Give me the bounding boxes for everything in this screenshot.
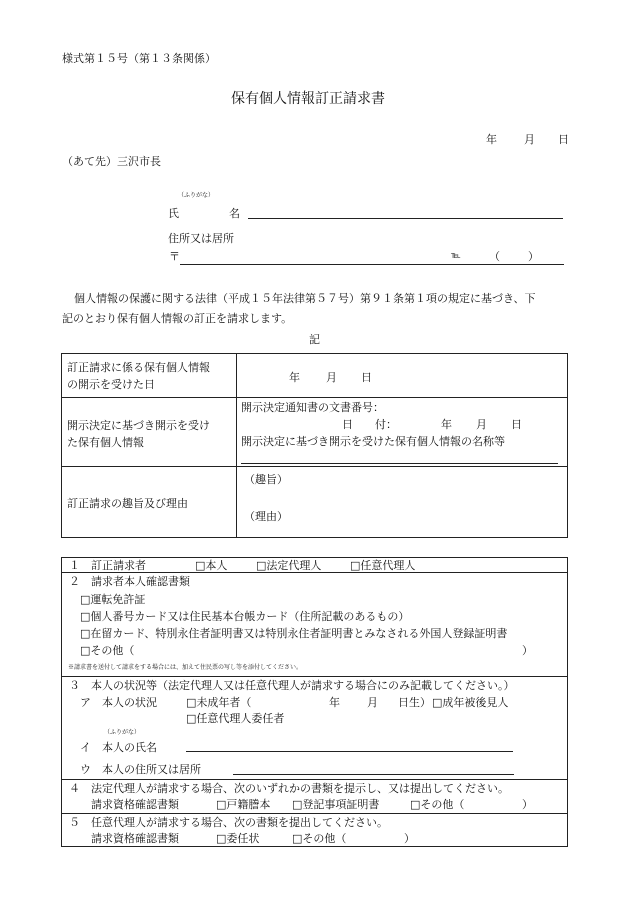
address-field[interactable] bbox=[180, 264, 564, 265]
table1-row-divider-2 bbox=[61, 466, 568, 467]
checkbox-legal-rep-other[interactable]: □その他（ bbox=[410, 798, 465, 811]
table2-divider-3 bbox=[61, 779, 568, 780]
disclosure-day: 日 bbox=[361, 371, 372, 384]
doc-number-label: 開示決定通知書の文書番号： bbox=[241, 401, 384, 414]
principal-status-title: ３ 本人の状況等（法定代理人又は任意代理人が請求する場合にのみ記載してください。） bbox=[69, 679, 515, 692]
form-number: 様式第１５号（第１３条関係） bbox=[62, 52, 216, 65]
voluntary-rep-other-paren-close: ） bbox=[404, 832, 415, 845]
date-year-label: 年 bbox=[486, 133, 497, 146]
postal-mark: 〒 bbox=[169, 250, 180, 263]
checkbox-id-other[interactable]: □その他（ bbox=[80, 644, 135, 657]
minor-birth-month: 月 bbox=[367, 696, 378, 709]
voluntary-rep-docs-title: ５ 任意代理人が請求する場合、次の書類を提出してください。 bbox=[69, 816, 388, 829]
checkbox-minor[interactable]: □未成年者（ bbox=[186, 696, 252, 709]
date-day-label: 日 bbox=[558, 133, 569, 146]
checkbox-voluntary-principal[interactable]: □任意代理人委任者 bbox=[186, 712, 285, 725]
address-label: 住所又は居所 bbox=[168, 232, 234, 245]
checkbox-legal-representative[interactable]: □法定代理人 bbox=[256, 559, 322, 572]
furigana-label: （ふりがな） bbox=[178, 192, 215, 199]
info-name-field[interactable] bbox=[241, 463, 558, 464]
minor-birth-day: 日生） bbox=[398, 696, 431, 709]
voluntary-rep-docs-label: 請求資格確認書類 bbox=[91, 832, 179, 845]
doc-year: 年 bbox=[441, 418, 452, 431]
requester-type-title: １ 訂正請求者 bbox=[69, 559, 146, 572]
intro-line-1: 個人情報の保護に関する法律（平成１５年法律第５７号）第９１条第１項の規定に基づき、下 bbox=[74, 292, 536, 305]
ki-mark: 記 bbox=[309, 333, 320, 346]
intro-line-2: 記のとおり保有個人情報の訂正を請求します。 bbox=[62, 312, 293, 325]
page-title: 保有個人情報訂正請求書 bbox=[231, 91, 385, 107]
mail-note: ※請求書を送付して請求をする場合には、加えて住民票の写し等を添付してください。 bbox=[68, 664, 303, 671]
checkbox-my-number-card[interactable]: □個人番号カード又は住民基本台帳カード（住所記載のあるもの） bbox=[80, 610, 410, 623]
purpose-reason-label: 訂正請求の趣旨及び理由 bbox=[67, 497, 188, 510]
purpose-label: （趣旨） bbox=[244, 473, 288, 486]
table1-row-divider-1 bbox=[61, 397, 568, 398]
table2-divider-2 bbox=[61, 676, 568, 677]
checkbox-registry-certificate[interactable]: □登記事項証明書 bbox=[292, 798, 380, 811]
principal-address-label: ウ 本人の住所又は居所 bbox=[80, 763, 201, 776]
tel-paren-open: （ bbox=[489, 250, 500, 263]
tel-icon: ℡ bbox=[451, 251, 461, 261]
doc-month: 月 bbox=[476, 418, 487, 431]
checkbox-family-register[interactable]: □戸籍謄本 bbox=[216, 798, 271, 811]
checkbox-self[interactable]: □本人 bbox=[195, 559, 228, 572]
legal-rep-docs-title: ４ 法定代理人が請求する場合、次のいずれかの書類を提示し、又は提出してください。 bbox=[69, 782, 509, 795]
checkbox-voluntary-representative[interactable]: □任意代理人 bbox=[350, 559, 416, 572]
addressee: （あて先）三沢市長 bbox=[62, 155, 161, 168]
table2-divider-4 bbox=[61, 813, 568, 814]
checkbox-power-of-attorney[interactable]: □委任状 bbox=[216, 832, 260, 845]
checkbox-drivers-license[interactable]: □運転免許証 bbox=[80, 593, 146, 606]
name-field[interactable] bbox=[248, 218, 563, 219]
principal-status-label: ア 本人の状況 bbox=[80, 696, 157, 709]
checkbox-adult-ward[interactable]: □成年被後見人 bbox=[432, 696, 509, 709]
doc-date-label: 日 付： bbox=[342, 418, 397, 431]
principal-furigana-label: （ふりがな） bbox=[104, 729, 141, 736]
principal-address-field[interactable] bbox=[233, 774, 514, 775]
id-docs-title: ２ 請求者本人確認書類 bbox=[69, 575, 190, 588]
name-label-1: 氏 bbox=[168, 207, 179, 220]
checkbox-voluntary-rep-other[interactable]: □その他（ bbox=[292, 832, 347, 845]
disclosure-date-label-2: の開示を受けた日 bbox=[67, 378, 155, 391]
table1-column-divider bbox=[236, 353, 237, 538]
disclosure-month: 月 bbox=[326, 371, 337, 384]
reason-label: （理由） bbox=[244, 510, 288, 523]
info-name-label: 開示決定に基づき開示を受けた保有個人情報の名称等 bbox=[241, 435, 505, 448]
date-month-label: 月 bbox=[524, 133, 535, 146]
disclosed-info-label-1: 開示決定に基づき開示を受け bbox=[67, 419, 210, 432]
disclosure-date-label-1: 訂正請求に係る保有個人情報 bbox=[67, 361, 210, 374]
legal-rep-other-paren-close: ） bbox=[522, 798, 533, 811]
minor-birth-year: 年 bbox=[329, 696, 340, 709]
principal-name-label: イ 本人の氏名 bbox=[80, 741, 157, 754]
doc-day: 日 bbox=[511, 418, 522, 431]
disclosure-year: 年 bbox=[289, 371, 300, 384]
id-other-paren-close: ） bbox=[522, 644, 533, 657]
checkbox-residence-card[interactable]: □在留カード、特別永住者証明書又は特別永住者証明書とみなされる外国人登録証明書 bbox=[80, 627, 508, 640]
legal-rep-docs-label: 請求資格確認書類 bbox=[91, 798, 179, 811]
name-label-2: 名 bbox=[229, 207, 240, 220]
tel-paren-close: ） bbox=[528, 250, 539, 263]
disclosed-info-label-2: た保有個人情報 bbox=[67, 436, 144, 449]
principal-name-field[interactable] bbox=[186, 751, 513, 752]
